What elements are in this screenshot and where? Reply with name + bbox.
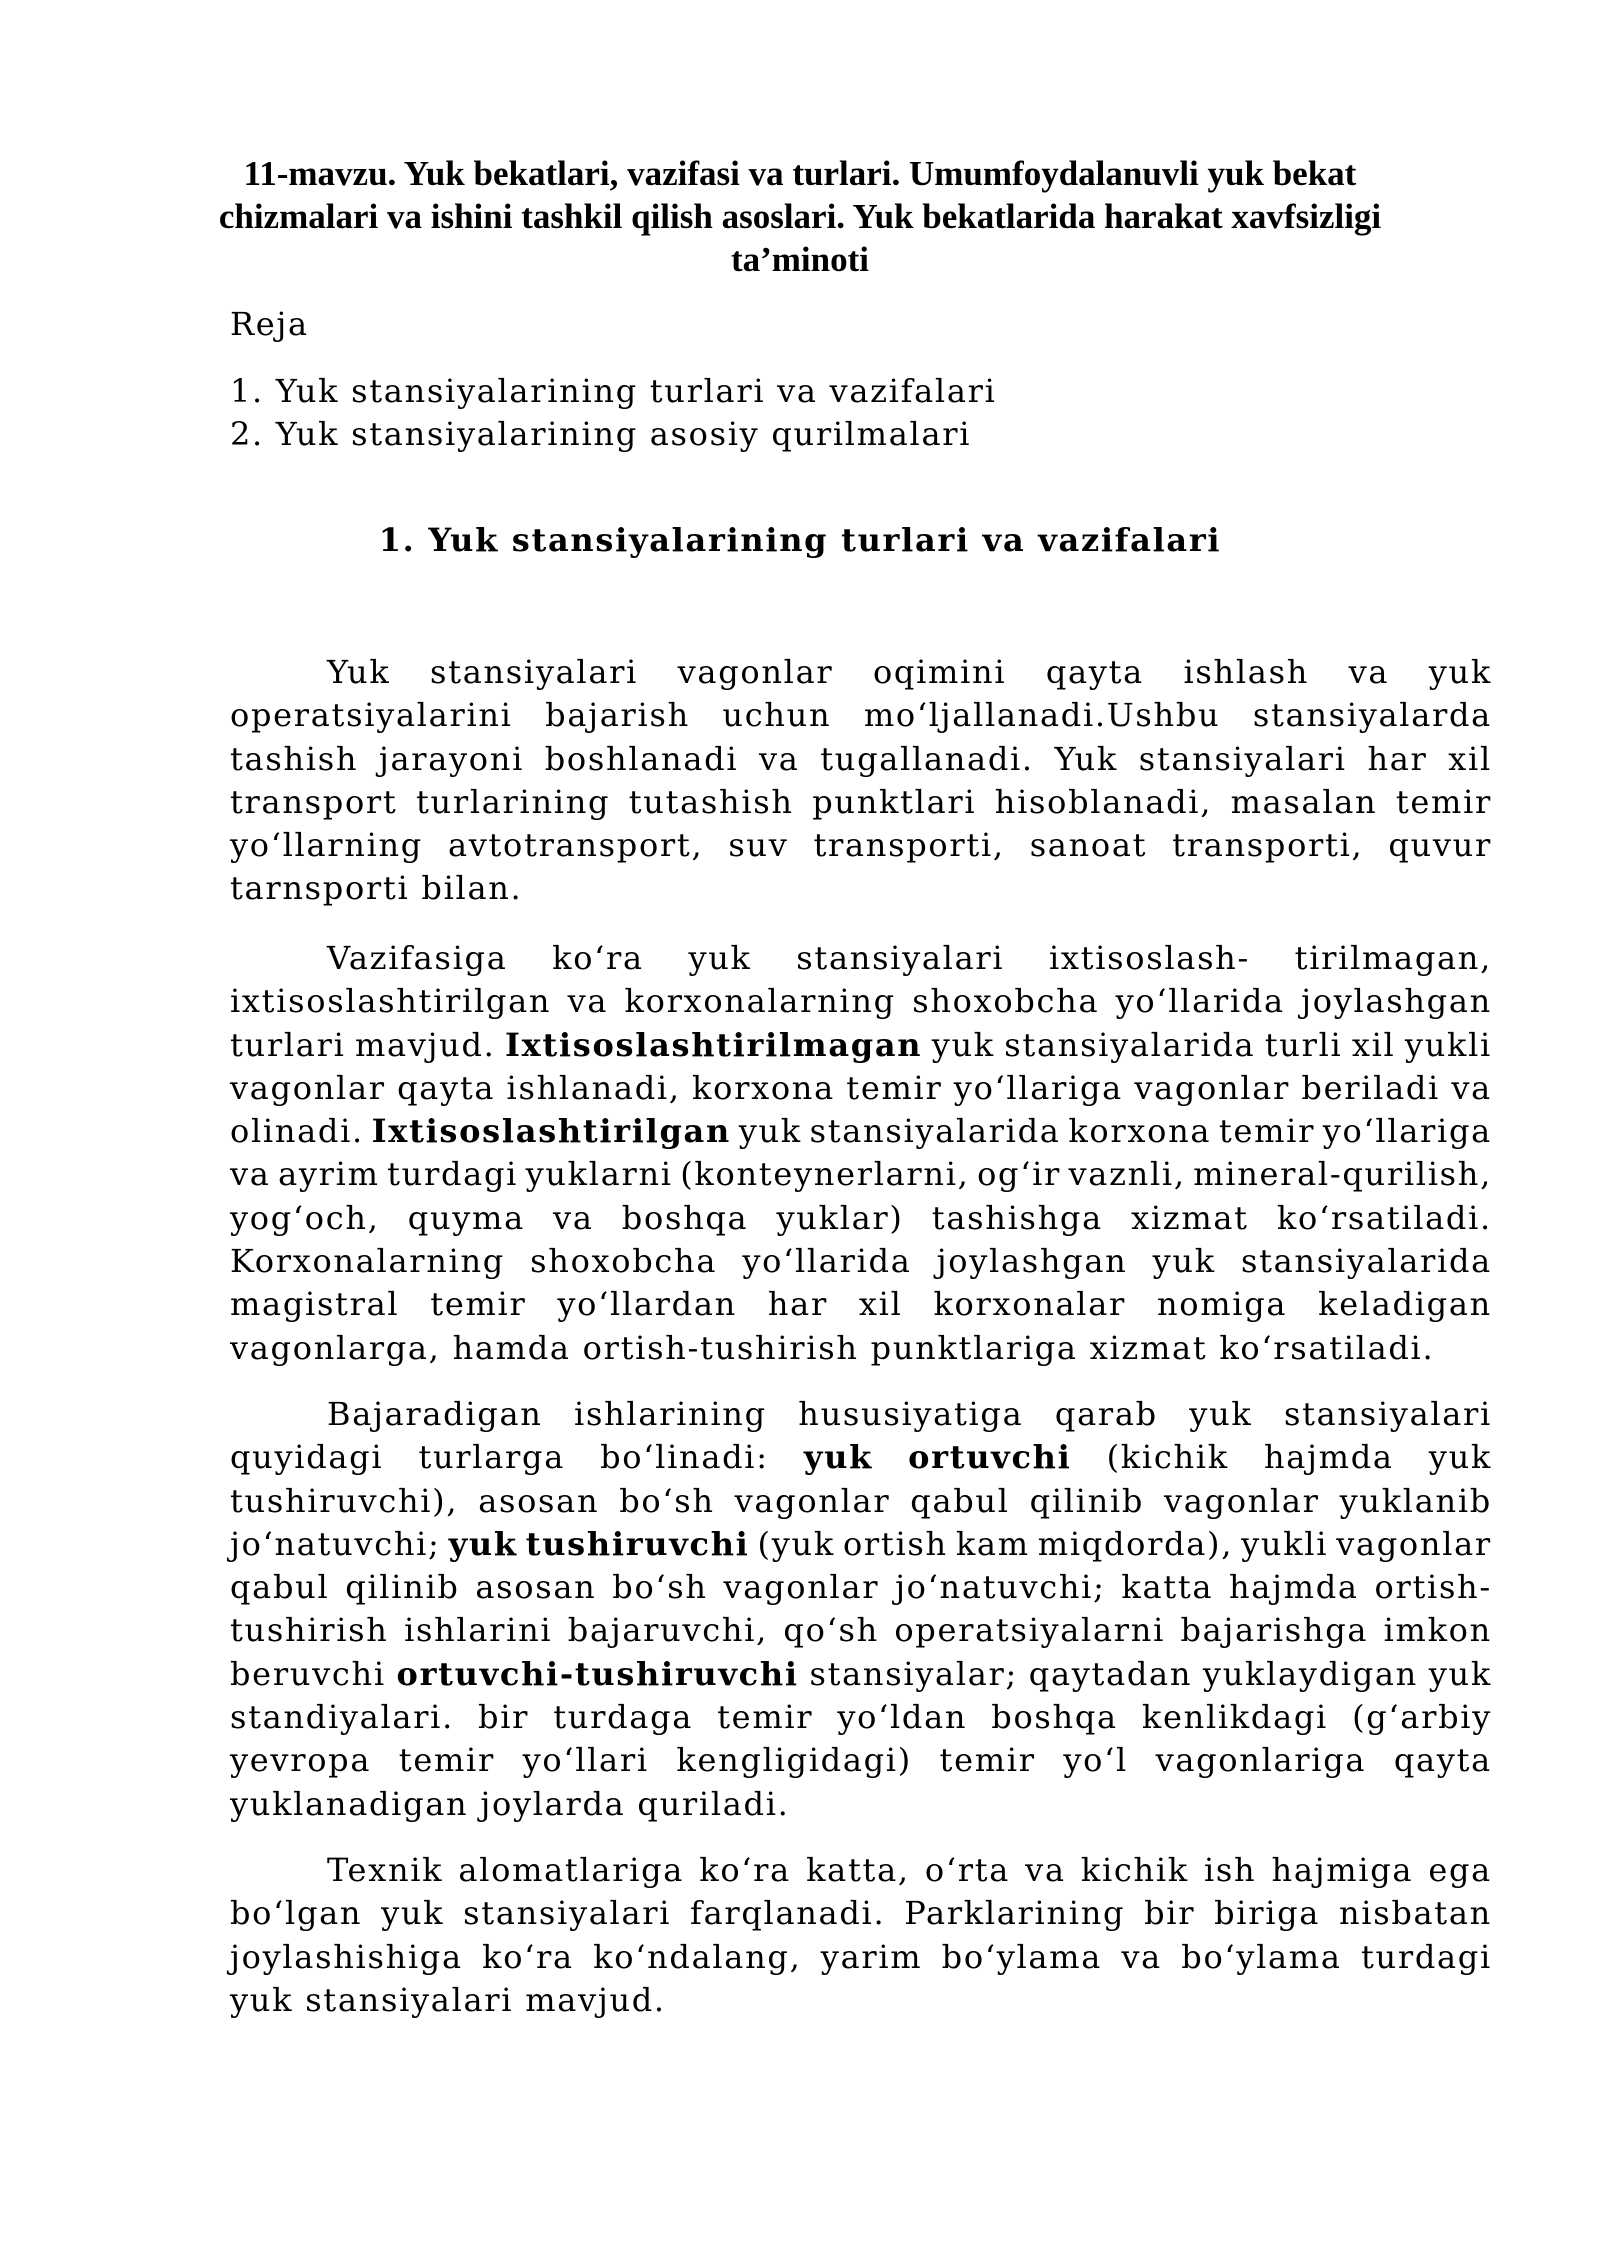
plan-list <box>230 370 997 457</box>
word: asosan <box>475 1568 597 1607</box>
word: mavjud. <box>525 1980 666 2019</box>
word: va <box>758 739 800 778</box>
word: ish <box>1204 1851 1257 1889</box>
word: ega <box>1428 1851 1492 1889</box>
word: yuklanadigan <box>230 1784 469 1823</box>
word: ko‘rsatiladi. <box>1276 1198 1492 1237</box>
word: yo‘l <box>1063 1741 1128 1780</box>
word: bajarishga <box>1180 1611 1369 1650</box>
word: kam <box>955 1524 1030 1563</box>
word: qayta <box>1393 1741 1492 1780</box>
word: yuk <box>1428 1438 1492 1477</box>
word: qo‘sh <box>783 1611 879 1650</box>
word: Korxonalarning <box>230 1242 505 1281</box>
word: uchun <box>722 696 832 735</box>
word: yuklanib <box>1339 1481 1492 1520</box>
word: mineral-qurilish, <box>1193 1155 1492 1194</box>
word: bajaruvchi, <box>567 1611 768 1650</box>
word: ixtisoslashtirilgan <box>230 982 552 1021</box>
word: avtotransport, <box>447 826 704 865</box>
word: sanoat <box>1029 826 1148 865</box>
word: yo‘llarning <box>230 826 423 865</box>
paragraph-line <box>230 1523 1492 1566</box>
word: tashishga <box>931 1198 1103 1237</box>
plan-label: Reja <box>230 305 309 343</box>
word: temir <box>1395 782 1492 821</box>
word: stansiyalari <box>463 1894 672 1933</box>
word: vagonlar <box>1134 1068 1291 1107</box>
word: yo‘ldan <box>837 1698 968 1737</box>
paragraph-line <box>230 1327 1492 1370</box>
word: Yuk <box>327 653 391 691</box>
paragraph-line <box>230 1609 1492 1652</box>
word: vagonlarga, <box>230 1328 441 1367</box>
paragraph-line <box>230 1067 1492 1110</box>
word: tugallanadi. <box>820 739 1034 778</box>
bold-term: tushiruvchi <box>525 1524 750 1563</box>
word: qayta <box>1045 653 1144 691</box>
word: boshqa <box>991 1698 1118 1737</box>
paragraph-line <box>230 980 1492 1023</box>
word: nomiga <box>1156 1285 1288 1324</box>
bold-term: ortuvchi <box>908 1438 1072 1477</box>
word: turdaga <box>553 1698 694 1737</box>
paragraph-line <box>230 1979 1492 2022</box>
paragraph-line <box>230 1480 1492 1523</box>
word: keladigan <box>1318 1285 1492 1324</box>
bold-term: yuk <box>803 1438 873 1477</box>
word: temir <box>846 1068 943 1107</box>
word: biriga <box>1214 1894 1321 1933</box>
word: xizmat <box>1089 1328 1208 1367</box>
word: kenlikdagi <box>1141 1698 1328 1737</box>
paragraph-line <box>230 1110 1492 1153</box>
word: stansiyalarda <box>1252 696 1492 735</box>
word: korxona <box>1068 1112 1212 1151</box>
word: hususiyatiga <box>798 1395 1024 1433</box>
paragraph-line <box>230 1393 1492 1436</box>
word: turdagi <box>1360 1937 1492 1976</box>
word: miqdorda), <box>1037 1524 1234 1563</box>
word: ortish- <box>1374 1568 1492 1607</box>
word: yuk <box>931 1025 995 1064</box>
word: mavjud. <box>354 1025 496 1064</box>
word: standiyalari. <box>230 1698 454 1737</box>
word: turlarga <box>418 1438 565 1477</box>
word: kengligidagi) <box>676 1741 912 1780</box>
word: og‘ir <box>977 1155 1062 1194</box>
word: turdagi <box>387 1155 519 1194</box>
document-title <box>200 152 1400 281</box>
word: hamda <box>452 1328 571 1367</box>
word: temir <box>939 1741 1036 1780</box>
word: vagonlariga <box>1155 1741 1367 1780</box>
paragraph-line <box>230 1936 1492 1979</box>
word: stansiyalari <box>1283 1395 1492 1433</box>
word: bir <box>478 1698 530 1737</box>
word: yo‘llarida <box>1115 982 1285 1021</box>
word: temir <box>1218 1112 1316 1151</box>
word: o‘rta <box>924 1851 1011 1889</box>
word: ko‘ra <box>482 1937 574 1976</box>
word: ixtisoslash- <box>1048 939 1251 977</box>
word: va <box>1348 653 1390 691</box>
word: (g‘arbiy <box>1352 1698 1492 1737</box>
word: tashish <box>230 739 359 778</box>
word: alomatlariga <box>458 1851 685 1889</box>
word: va <box>1121 1937 1162 1976</box>
bold-term: Ixtisoslashtirilmagan <box>504 1025 923 1064</box>
paragraph-line <box>230 694 1492 737</box>
word: transporti, <box>813 826 1005 865</box>
word: farqlanadi. <box>690 1894 886 1933</box>
word: bo‘lgan <box>230 1894 363 1933</box>
word: temir <box>717 1698 814 1737</box>
word: bajarish <box>545 696 690 735</box>
paragraph-line <box>230 651 1492 694</box>
paragraph-line <box>230 1283 1492 1326</box>
word: tushirish <box>230 1611 389 1650</box>
word: bo‘sh <box>619 1481 715 1520</box>
word: stansiyalari <box>1138 739 1347 778</box>
word: Vazifasiga <box>327 939 508 977</box>
word: hajmiga <box>1271 1851 1414 1889</box>
word: boshlanadi <box>544 739 739 778</box>
word: tutashish <box>628 782 794 821</box>
word: yo‘llardan <box>557 1285 737 1324</box>
paragraph-line <box>230 824 1492 867</box>
word: masalan <box>1230 782 1378 821</box>
word: yo‘llariga <box>953 1068 1123 1107</box>
paragraph-line <box>230 1696 1492 1739</box>
word: joylashishiga <box>230 1937 463 1976</box>
word: hisoblanadi, <box>994 782 1213 821</box>
word: yuklar) <box>776 1198 904 1237</box>
word: quvur <box>1388 826 1492 865</box>
word: Texnik <box>327 1851 444 1889</box>
word: qabul <box>910 1481 1010 1520</box>
word: korxonalar <box>933 1285 1127 1324</box>
word: beruvchi <box>230 1654 386 1693</box>
word: joylashgan <box>936 1242 1128 1281</box>
word: vagonlar <box>734 1481 891 1520</box>
word: xil <box>1448 739 1492 778</box>
bold-term: ortuvchi-tushiruvchi <box>396 1654 799 1693</box>
plan-item: 1. Yuk stansiyalarining turlari va vazifalari <box>230 372 997 410</box>
word: joylarda <box>480 1784 626 1823</box>
word: katta, <box>806 1851 910 1889</box>
word: ishlarini <box>404 1611 553 1650</box>
word: suv <box>728 826 789 865</box>
paragraph-line <box>230 1653 1492 1696</box>
word: xil <box>1351 1025 1396 1064</box>
title-line: 11-mavzu. Yuk bekatlari, vazifasi va turlari. Umumfoydalanuvli yuk bekat <box>243 154 1357 193</box>
paragraph <box>230 937 1492 1370</box>
word: mo‘ljallanadi.Ushbu <box>863 696 1221 735</box>
word: vagonlar <box>1163 1481 1320 1520</box>
word: bo‘linadi: <box>600 1438 769 1477</box>
word: (yuk <box>757 1524 835 1563</box>
word: turlari <box>230 1025 346 1064</box>
word: qarab <box>1054 1395 1158 1433</box>
paragraph <box>230 651 1492 911</box>
word: imkon <box>1383 1611 1492 1650</box>
bold-term: yuk <box>448 1524 518 1563</box>
paragraph-line <box>230 1849 1492 1892</box>
word: vaznli, <box>1068 1155 1186 1194</box>
word: ishlash <box>1183 653 1310 691</box>
word: qayta <box>397 1068 496 1107</box>
word: (konteynerlarni, <box>680 1155 970 1194</box>
word: stansiyalarida <box>1240 1242 1492 1281</box>
word: yevropa <box>230 1741 372 1780</box>
paragraph-line <box>230 937 1492 980</box>
word: transporti, <box>1172 826 1364 865</box>
paragraph-line <box>230 1783 1492 1826</box>
word: ko‘ra <box>552 939 644 977</box>
word: turli <box>1264 1025 1343 1064</box>
paragraph <box>230 1849 1492 2022</box>
word: Parklarining <box>904 1894 1126 1933</box>
word: stansiyalari <box>430 653 639 691</box>
word: yarim <box>820 1937 923 1976</box>
word: temir <box>398 1741 495 1780</box>
word: quriladi. <box>637 1784 790 1823</box>
word: va <box>553 1198 594 1237</box>
word: va <box>1025 1851 1066 1889</box>
word: magistral <box>230 1285 400 1324</box>
word: bo‘ylama <box>941 1937 1103 1976</box>
word: ortish-tushirish <box>582 1328 859 1367</box>
word: oqimini <box>872 653 1007 691</box>
word: joylashgan <box>1301 982 1492 1021</box>
word: operatsiyalarni <box>894 1611 1166 1650</box>
word: olinadi. <box>230 1112 364 1151</box>
word: (kichik <box>1106 1438 1229 1477</box>
word: vagonlar <box>723 1568 880 1607</box>
paragraph-line <box>230 1566 1492 1609</box>
paragraph-line <box>230 781 1492 824</box>
word: turlarining <box>415 782 611 821</box>
word: ayrim <box>278 1155 380 1194</box>
paragraph-line <box>230 1739 1492 1782</box>
word: bir <box>1144 1894 1196 1933</box>
bold-term: Ixtisoslashtirilgan <box>371 1112 731 1151</box>
title-line: ta’minoti <box>730 240 870 279</box>
paragraph-line <box>230 738 1492 781</box>
word: jarayoni <box>378 739 525 778</box>
word: vagonlar <box>230 1068 386 1107</box>
word: hajmda <box>1263 1438 1394 1477</box>
word: va <box>230 1155 271 1194</box>
word: ortish <box>842 1524 948 1563</box>
word: asosan <box>478 1481 600 1520</box>
word: stansiyalari <box>796 939 1005 977</box>
word: punktlariga <box>870 1328 1078 1367</box>
word: yuklaydigan <box>1202 1654 1418 1693</box>
word: stansiyalarida <box>809 1112 1061 1151</box>
word: yog‘och, <box>230 1198 380 1237</box>
word: korxonalarning <box>624 982 896 1021</box>
paragraph-line <box>230 1153 1492 1196</box>
word: jo‘natuvchi; <box>230 1524 441 1563</box>
paragraph <box>230 1393 1492 1826</box>
word: beriladi <box>1301 1068 1440 1107</box>
word: yuk <box>230 1980 294 2019</box>
word: vagonlar <box>677 653 834 691</box>
word: hajmda <box>1228 1568 1359 1607</box>
word: qaytadan <box>1028 1654 1193 1693</box>
word: quyidagi <box>230 1438 384 1477</box>
title-line: chizmalari va ishini tashkil qilish asoslari. Yuk bekatlarida harakat xavfsizligi <box>218 197 1382 236</box>
word: nisbatan <box>1338 1894 1492 1933</box>
word: ko‘rsatiladi. <box>1219 1328 1435 1367</box>
word: tirilmagan, <box>1294 939 1492 977</box>
word: yo‘llarida <box>742 1242 912 1281</box>
word: yukli <box>1404 1025 1492 1064</box>
word: tarnsporti <box>230 869 410 908</box>
word: yuk <box>381 1894 445 1933</box>
word: ko‘ra <box>699 1851 791 1889</box>
word: shoxobcha <box>530 1242 718 1281</box>
word: tushiruvchi), <box>230 1481 459 1520</box>
word: har <box>1367 739 1428 778</box>
word: va <box>1451 1068 1492 1107</box>
word: stansiyalarida <box>1004 1025 1256 1064</box>
word: har <box>767 1285 828 1324</box>
section-heading: 1. Yuk stansiyalarining turlari va vazifalari <box>378 521 1222 559</box>
word: yuk <box>688 939 752 977</box>
paragraph-line <box>230 1197 1492 1240</box>
word: ishlanadi, <box>506 1068 681 1107</box>
word: jo‘natuvchi; <box>895 1568 1106 1607</box>
word: boshqa <box>621 1198 749 1237</box>
paragraph-line <box>230 1892 1492 1935</box>
paragraph-line <box>230 1436 1492 1479</box>
word: va <box>567 982 609 1021</box>
word: ishlarining <box>574 1395 767 1433</box>
word: yuk <box>1152 1242 1216 1281</box>
word: qabul <box>230 1568 330 1607</box>
word: qilinib <box>1029 1481 1145 1520</box>
word: xizmat <box>1131 1198 1249 1237</box>
paragraph-line <box>230 1240 1492 1283</box>
word: kichik <box>1080 1851 1189 1889</box>
word: stansiyalar; <box>809 1654 1019 1693</box>
word: stansiyalari <box>305 1980 514 2019</box>
plan-item: 2. Yuk stansiyalarining asosiy qurilmalari <box>230 415 972 454</box>
word: yo‘llariga <box>1322 1112 1492 1151</box>
word: shoxobcha <box>912 982 1100 1021</box>
word: transport <box>230 782 398 821</box>
word: yuk <box>738 1112 802 1151</box>
word: katta <box>1121 1568 1214 1607</box>
word: quyma <box>407 1198 525 1237</box>
word: ko‘ndalang, <box>593 1937 802 1976</box>
word: Yuk <box>1054 739 1118 778</box>
word: operatsiyalarini <box>230 696 513 735</box>
paragraph-line <box>230 1024 1492 1067</box>
word: qilinib <box>345 1568 460 1607</box>
word: punktlari <box>812 782 977 821</box>
word: yuk <box>1428 653 1492 691</box>
word: yo‘llari <box>522 1741 649 1780</box>
word: xil <box>858 1285 903 1324</box>
word: korxona <box>692 1068 835 1107</box>
word: bo‘ylama <box>1181 1937 1342 1976</box>
word: bo‘sh <box>612 1568 708 1607</box>
word: yukli <box>1241 1524 1329 1563</box>
word: Bajaradigan <box>327 1395 543 1433</box>
word: yuklarni <box>525 1155 673 1194</box>
word: vagonlar <box>1336 1524 1492 1563</box>
word: yuk <box>1428 1654 1492 1693</box>
paragraph-line <box>230 867 1492 910</box>
word: bilan. <box>421 869 523 908</box>
word: temir <box>430 1285 527 1324</box>
word: yuk <box>1189 1395 1253 1433</box>
